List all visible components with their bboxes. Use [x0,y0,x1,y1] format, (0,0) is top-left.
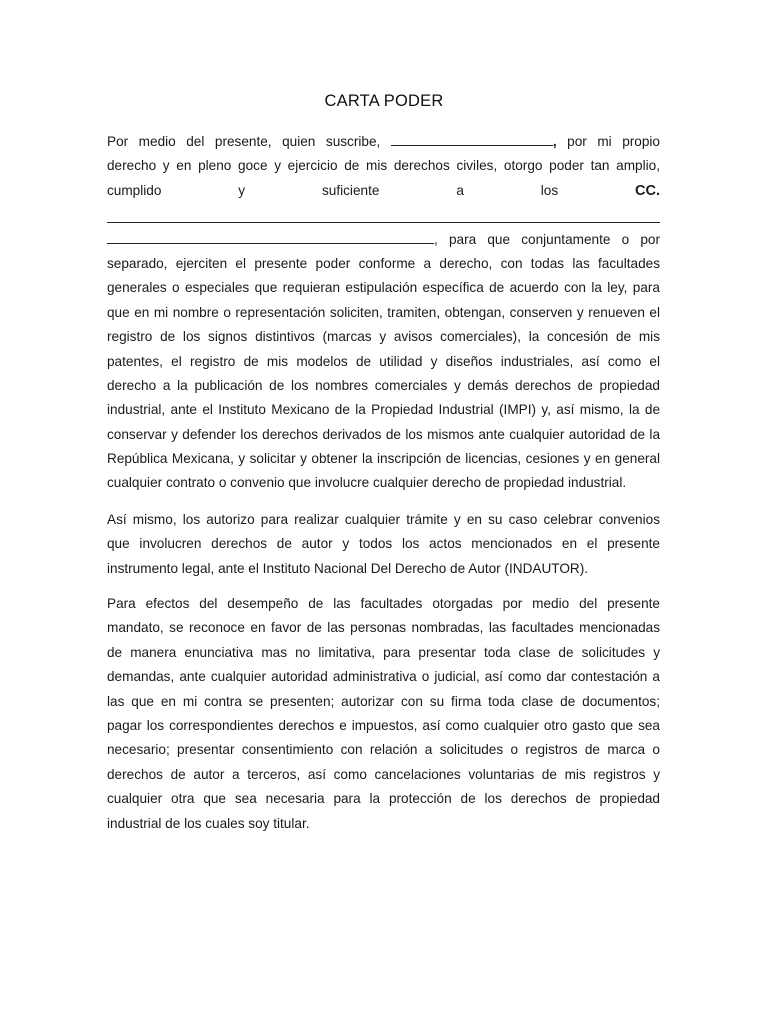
attorneys-names-blank [107,203,660,227]
paragraph-line: registro de los signos distintivos (marcas y avisos comerciales), la concesión de mis [107,329,660,345]
text-segment: y [238,182,246,198]
text-segment: , [552,134,557,149]
paragraph-line: pagar los correspondientes derechos e impuestos, así como cualquier otro gasto que sea [107,717,660,733]
text-segment: por mi propio [567,134,660,149]
paragraph-line: mandato, se reconoce en favor de las personas nombradas, las facultades mencionadas [107,620,660,636]
paragraph-line: instrumento legal, ante el Instituto Nacional Del Derecho de Autor (INDAUTOR). [107,560,589,576]
paragraph-line: conservar y defender los derechos derivados de los mismos ante cualquier autoridad de la [107,426,660,442]
paragraph-line: patentes, el registro de mis modelos de utilidad y diseños industriales, así como el [107,353,660,369]
paragraph-line: industrial de los cuales soy titular. [107,815,310,831]
paragraph-line: derechos de autor a terceros, así como cancelaciones voluntarias de mis registros y [107,766,660,782]
paragraph-line [107,228,660,252]
attorneys-names-blank-continued [107,229,434,244]
paragraph-line: demandas, ante cualquier autoridad administrativa o judicial, así como dar contestación a [107,669,660,685]
document-title: CARTA PODER [324,92,444,110]
paragraph-line [107,179,660,203]
paragraph-line: Para efectos del desempeño de las facultades otorgadas por medio del presente [107,596,660,611]
paragraph-otorgamiento [107,130,660,496]
paragraph-line: necesario; presentar consentimiento con relación a solicitudes o registros de marca o [107,742,660,758]
paragraph-line: industrial, ante el Instituto Mexicano de la Propiedad Industrial (IMPI) y, así mismo, la de [107,402,660,418]
paragraph-line: que en mi nombre o representación soliciten, tramiten, obtengan, conserven y renueven el [107,304,660,320]
paragraph-line: las que en mi contra se presenten; autorizar con su firma toda clase de documentos; [107,693,660,709]
text-segment: a [456,182,464,198]
paragraph-line: Así mismo, los autorizo para realizar cualquier trámite y en su caso celebrar convenios [107,512,660,527]
text-segment: suficiente [321,182,380,198]
grantor-name-blank [391,131,553,146]
paragraph-line: separado, ejerciten el presente poder conforme a derecho, con todas las facultades [107,255,660,271]
paragraph-facultades [107,592,660,836]
paragraph-line: generales o especiales que requieran estipulación específica de acuerdo con la ley, para [107,280,660,296]
text-segment: , para que conjuntamente o por [434,231,660,247]
text-segment: Por medio del presente, quien suscribe, [107,134,381,149]
paragraph-derechos-autor [107,508,660,581]
paragraph-line [107,130,660,154]
cc-label: CC. [635,182,660,199]
paragraph-line: derecho y en pleno goce y ejercicio de mis derechos civiles, otorgo poder tan amplio, [107,158,660,174]
text-segment: los [540,182,559,198]
paragraph-line: cualquier otra que sea necesaria para la protección de los derechos de propiedad [107,791,660,807]
paragraph-line: República Mexicana, y solicitar y obtener la inscripción de licencias, cesiones y en general [107,451,660,467]
paragraph-line: cualquier contrato o convenio que involucre cualquier derecho de propiedad industrial. [107,475,627,491]
text-segment: cumplido [107,182,162,198]
paragraph-line: derecho a la publicación de los nombres comerciales y demás derechos de propiedad [107,377,660,393]
paragraph-line: de manera enunciativa mas no limitativa, para presentar toda clase de solicitudes y [107,644,660,660]
paragraph-line: que involucren derechos de autor y todos los actos mencionados en el presente [107,536,660,552]
